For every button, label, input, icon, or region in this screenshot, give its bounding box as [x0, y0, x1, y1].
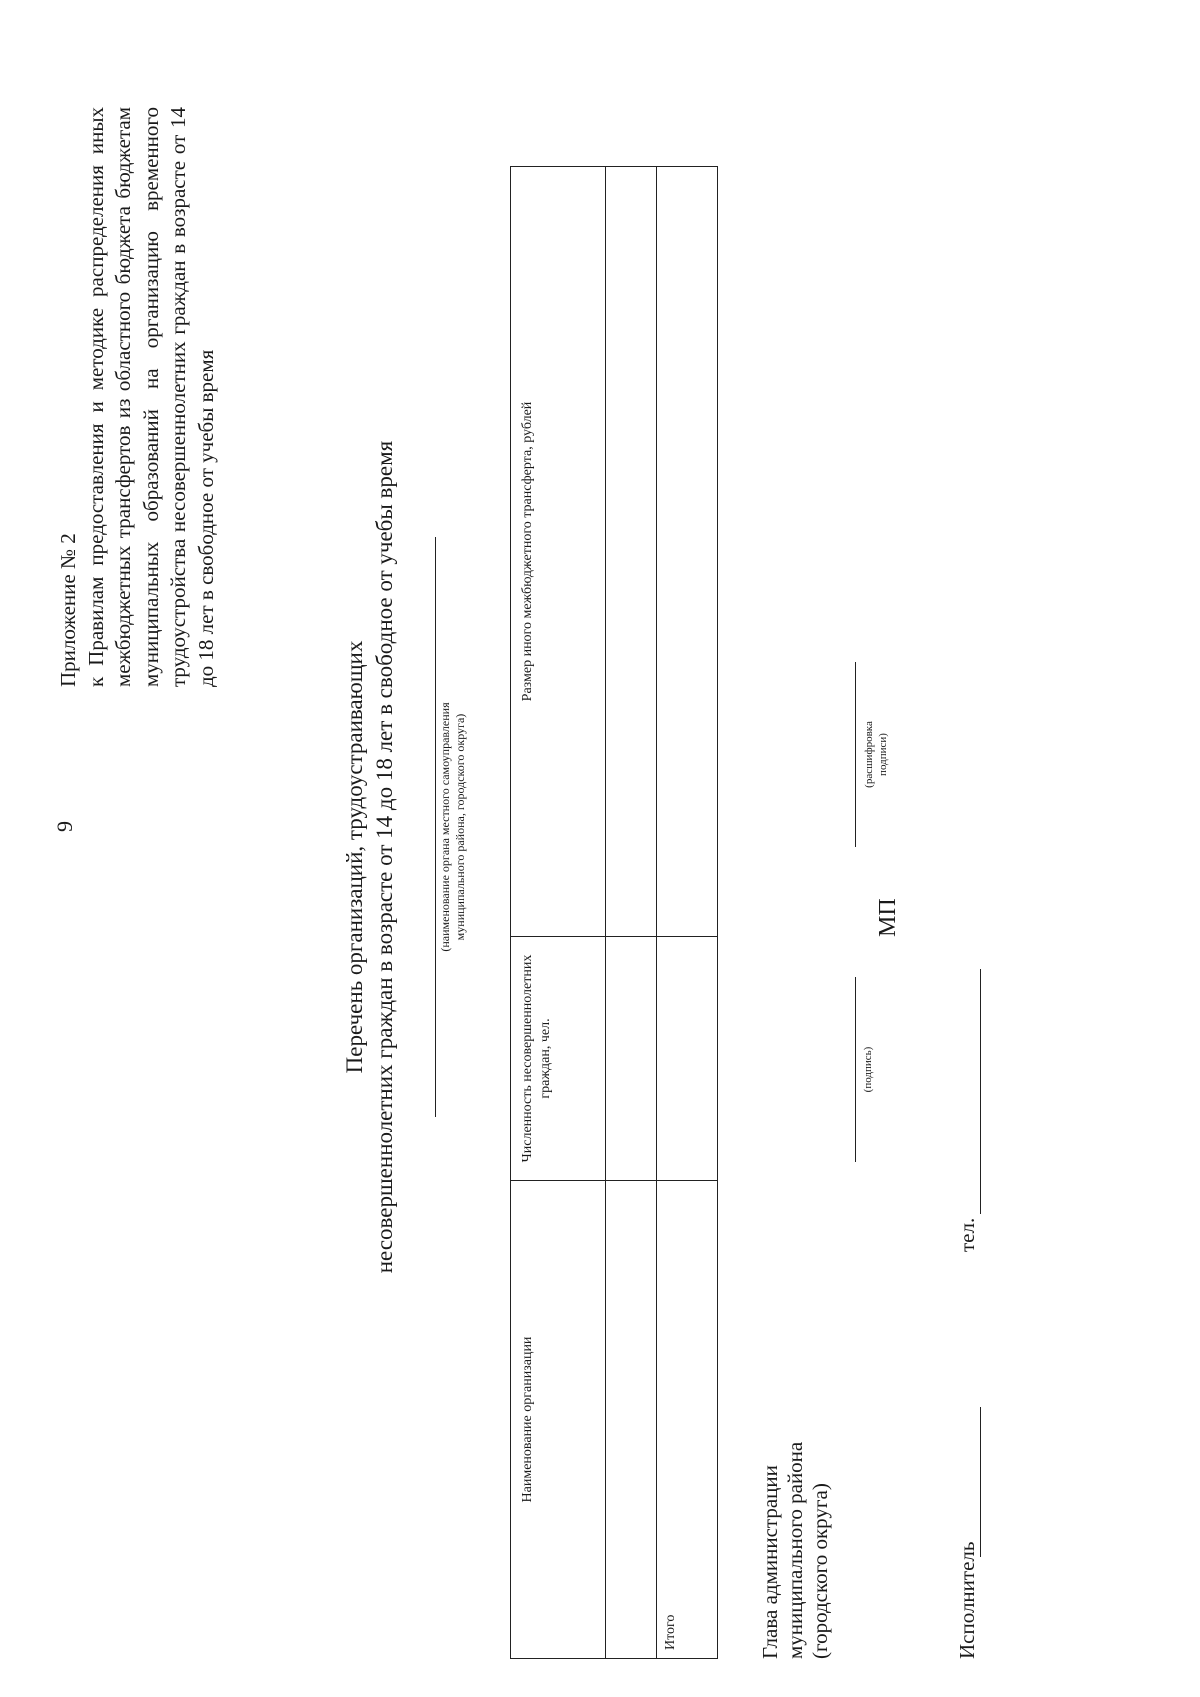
table-cell	[657, 937, 718, 1181]
org-name-caption-line-2: муниципального района, городского округа)	[453, 713, 467, 941]
head-label-line-1: Глава администрации	[758, 1465, 782, 1659]
org-name-underline	[435, 537, 436, 1117]
stamp-mark: МП	[875, 898, 901, 937]
signature-decode-caption	[862, 662, 890, 847]
appendix-body: к Правилам предоставления и методике распределения иных межбюджетных трансфертов из областного бюджета бюджетам муниципальных образований на организацию временного трудоустройства несовершеннолетних граждан в возрасте от 14 до 18 лет в свободное от учебы время	[83, 107, 218, 687]
signature-decode-caption-line-1: (расшифровка	[863, 721, 875, 788]
page-number: 9	[52, 821, 77, 832]
organizations-table	[510, 166, 718, 1659]
executor-underline	[980, 1407, 981, 1557]
signature-decode-line	[855, 662, 856, 847]
org-name-caption	[438, 537, 468, 1117]
head-label-line-3: (городского округа)	[808, 1483, 832, 1659]
document-title-line-1: Перечень организаций, трудоустраивающих	[342, 640, 367, 1074]
table-cell	[606, 1181, 657, 1659]
table-cell	[657, 167, 718, 937]
table-total-row	[657, 167, 718, 1659]
table-row	[606, 167, 657, 1659]
signature-decode-caption-line-2: подписи)	[877, 733, 889, 776]
table-cell	[606, 937, 657, 1181]
document-title	[340, 257, 400, 1457]
phone-label: тел.	[955, 1217, 979, 1252]
total-label: Итого	[657, 1181, 718, 1659]
table-header-row	[511, 167, 606, 1659]
document-title-line-2: несовершеннолетних граждан в возрасте от 14 до 18 лет в свободное от учебы время	[372, 440, 397, 1274]
header-count: Численность несовершеннолетних граждан, чел.	[511, 937, 606, 1181]
head-label-line-2: муниципального района	[783, 1441, 807, 1659]
org-name-caption-line-1: (наименование органа местного самоуправления	[438, 702, 452, 952]
table-cell	[606, 167, 657, 937]
header-transfer-amount: Размер иного межбюджетного трансферта, рублей	[511, 167, 606, 937]
head-of-administration-label	[758, 1442, 833, 1659]
phone-underline	[980, 969, 981, 1214]
executor-label: Исполнитель	[955, 1541, 979, 1659]
appendix-block	[55, 107, 220, 687]
signature-line	[855, 977, 856, 1162]
appendix-title: Приложение № 2	[56, 533, 80, 687]
signature-caption: (подпись)	[862, 1046, 874, 1093]
header-org-name: Наименование организации	[511, 1181, 606, 1659]
